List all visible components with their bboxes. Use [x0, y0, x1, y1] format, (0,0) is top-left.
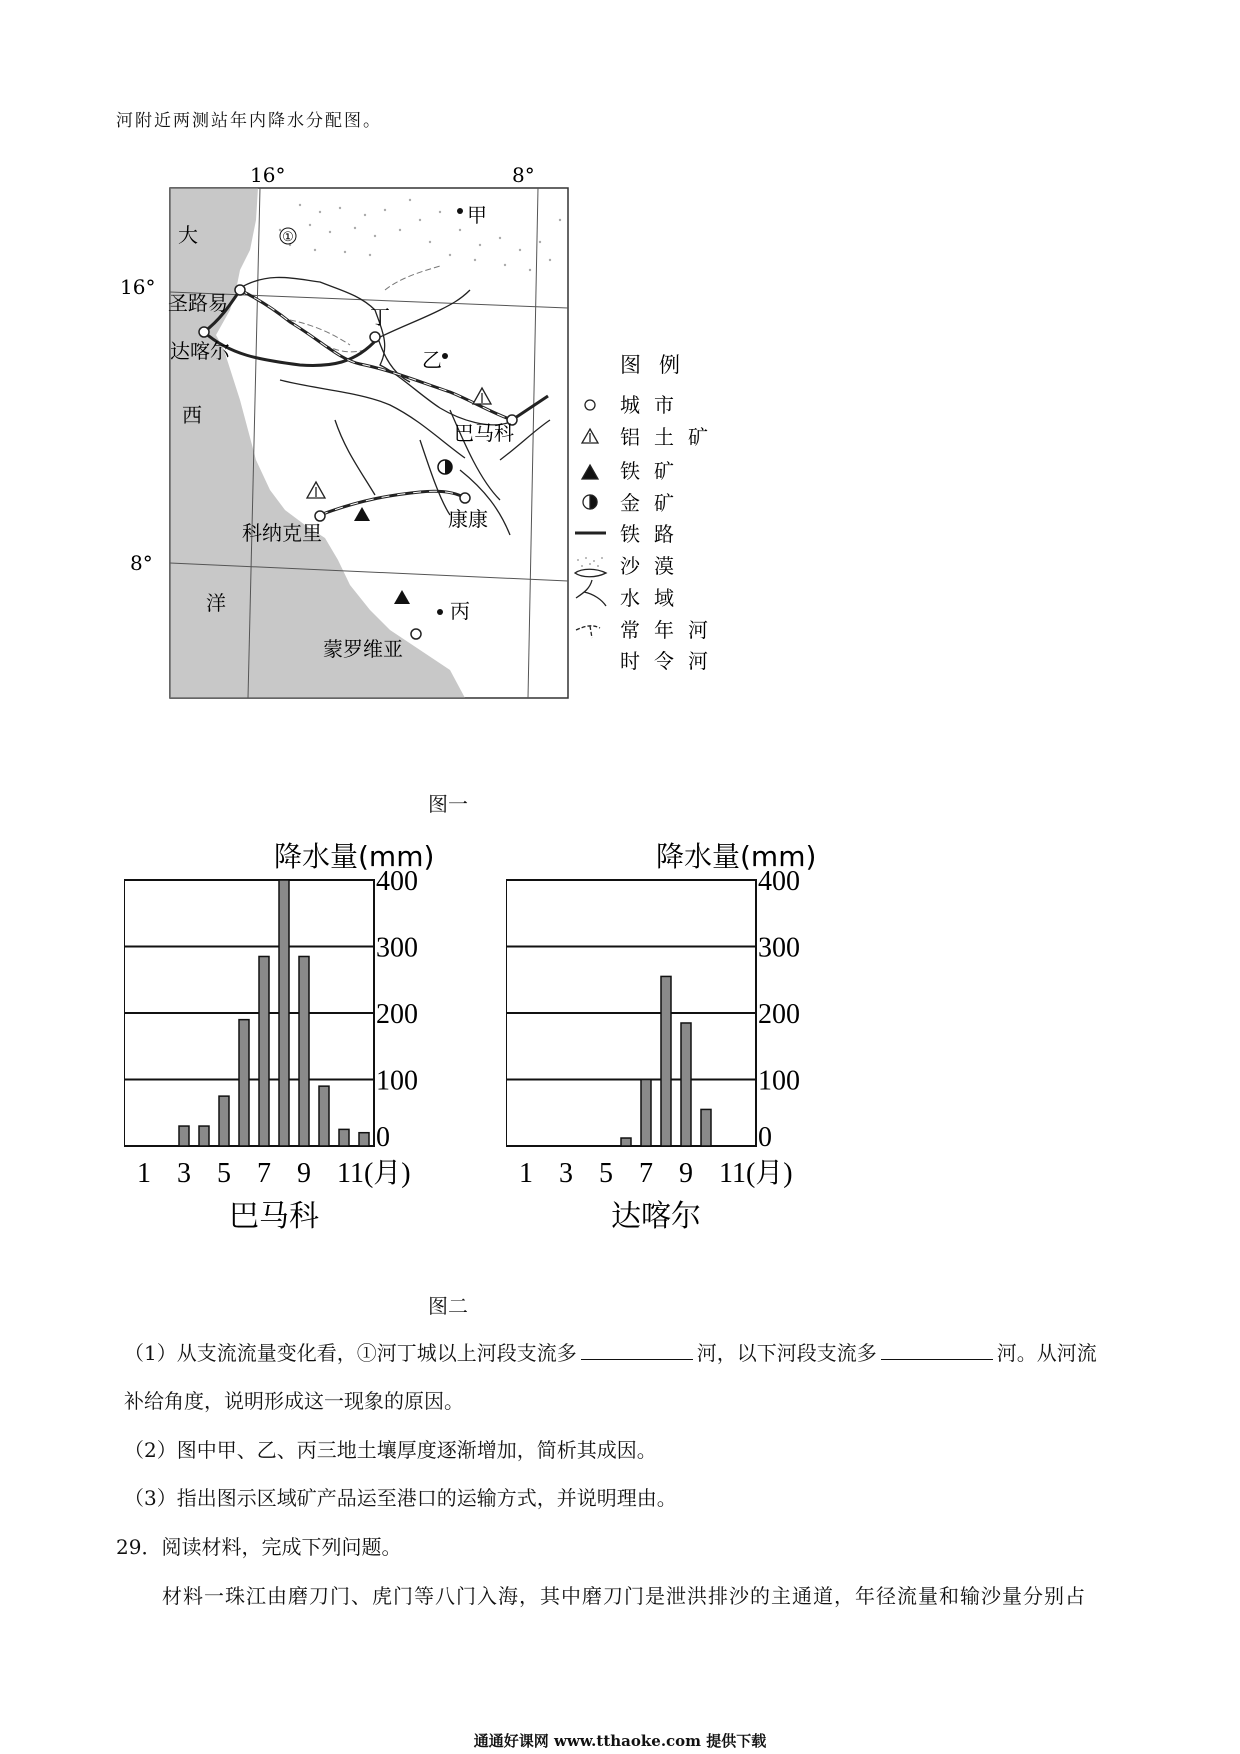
legend-perennial-river: 常年河: [620, 618, 722, 642]
label-saint-louis: 圣路易: [168, 291, 228, 315]
y-tick-label: 100: [376, 1065, 418, 1097]
chart-svg: [506, 836, 846, 1236]
y-tick-label: 400: [758, 866, 800, 897]
legend-city: 城市: [620, 393, 688, 417]
y-tick-label: 300: [376, 932, 418, 964]
bar-month-11: [339, 1129, 349, 1146]
bar-month-8: [661, 976, 671, 1146]
label-jia: 甲: [467, 203, 487, 227]
legend-railway: 铁路: [620, 522, 688, 546]
x-tick-label: 9: [679, 1158, 693, 1189]
label-kankan: 康康: [448, 507, 488, 531]
ocean-char-2: 西: [182, 403, 202, 427]
y-tick-label: 0: [376, 1122, 390, 1153]
figure2-caption: 图二: [428, 1294, 468, 1318]
lon-label-16: 16°: [250, 163, 286, 187]
station-name: 达喀尔: [611, 1199, 701, 1234]
lat-label-8: 8°: [130, 551, 153, 575]
x-tick-label: 5: [217, 1158, 231, 1189]
place-bing: [437, 609, 443, 615]
chart-dakar: [506, 836, 846, 1236]
bar-month-10: [319, 1086, 329, 1146]
bar-month-9: [299, 956, 309, 1146]
city-monrovia: [411, 629, 421, 639]
lon-label-8: 8°: [512, 163, 535, 187]
x-tick-label: 5: [599, 1158, 613, 1189]
bar-month-6: [239, 1020, 249, 1146]
x-tick-label: 11(月): [337, 1158, 411, 1189]
x-tick-label: 11(月): [719, 1158, 793, 1189]
x-tick-label: 9: [297, 1158, 311, 1189]
label-ding: 丁: [370, 305, 390, 329]
question-1-line2: 补给角度，说明形成这一现象的原因。: [124, 1389, 464, 1413]
map-figure: [120, 160, 780, 770]
y-tick-label: 200: [376, 999, 418, 1030]
river-marker-label: ①: [282, 229, 294, 244]
question-3: （3）指出图示区域矿产品运至港口的运输方式，并说明理由。: [124, 1486, 677, 1510]
chart-ylabel: 降水量(mm): [274, 840, 435, 873]
chart-svg: [124, 836, 464, 1236]
x-tick-label: 3: [559, 1158, 573, 1189]
city-ding: [370, 332, 380, 342]
figure1-caption: 图一: [428, 792, 468, 816]
answer-blank-2[interactable]: [881, 1339, 993, 1360]
place-jia: [457, 208, 463, 214]
legend-symbols: [575, 400, 606, 638]
station-name: 巴马科: [229, 1199, 319, 1234]
x-tick-label: 1: [519, 1158, 533, 1189]
question-1-part-a: （1）从支流流量变化看，①河丁城以上河段支流多: [124, 1341, 577, 1365]
x-tick-label: 7: [257, 1158, 271, 1189]
place-yi: [442, 353, 448, 359]
x-tick-label: 3: [177, 1158, 191, 1189]
intro-text: 河附近两测站年内降水分配图。: [116, 111, 382, 131]
question-1-part-b: 河，以下河段支流多: [696, 1341, 877, 1365]
city-kankan: [460, 493, 470, 503]
bar-month-7: [641, 1080, 651, 1147]
bar-month-3: [179, 1126, 189, 1146]
city-dakar: [199, 327, 209, 337]
material-1: 材料一珠江由磨刀门、虎门等八门入海，其中磨刀门是泄洪排沙的主通道，年径流量和输沙量分别占: [162, 1584, 1086, 1608]
label-monrovia: 蒙罗维亚: [323, 637, 403, 661]
city-conakry: [315, 511, 325, 521]
answer-blank-1[interactable]: [581, 1339, 693, 1360]
x-tick-label: 1: [137, 1158, 151, 1189]
bar-month-10: [701, 1109, 711, 1146]
label-yi: 乙: [422, 348, 442, 372]
ocean-char-3: 洋: [206, 591, 226, 615]
bar-month-6: [621, 1138, 631, 1146]
question-29: 29．阅读材料，完成下列问题。: [116, 1535, 402, 1559]
y-tick-label: 100: [758, 1065, 800, 1097]
chart-bamako: [124, 836, 464, 1236]
label-bamako: 巴马科: [454, 421, 514, 445]
question-1-part-c: 河。从河流: [996, 1341, 1097, 1365]
bar-month-4: [199, 1126, 209, 1146]
y-tick-label: 200: [758, 999, 800, 1030]
legend-title: 图例: [620, 353, 698, 377]
legend-seasonal-river: 时令河: [620, 649, 722, 673]
label-dakar: 达喀尔: [170, 339, 230, 363]
ocean-char-1: 大: [178, 223, 198, 247]
y-tick-label: 300: [758, 932, 800, 964]
legend-water: 水域: [620, 586, 688, 610]
legend-desert-dots: [577, 557, 603, 567]
footer: 通通好课网 www.tthaoke.com 提供下载: [473, 1732, 767, 1750]
label-bing: 丙: [450, 599, 470, 623]
legend-iron: 铁矿: [620, 459, 688, 483]
bar-month-8: [279, 880, 289, 1146]
chart-ylabel: 降水量(mm): [656, 840, 817, 873]
y-tick-label: 0: [758, 1122, 772, 1153]
label-conakry: 科纳克里: [242, 521, 322, 545]
legend-bauxite: 铝土矿: [620, 425, 722, 449]
legend-desert: 沙漠: [620, 554, 688, 578]
gold-marker: [438, 460, 452, 474]
legend-gold: 金矿: [620, 491, 688, 515]
lat-label-16: 16°: [120, 275, 156, 299]
bar-month-12: [359, 1133, 369, 1146]
bar-month-9: [681, 1023, 691, 1146]
question-1: [124, 1337, 1097, 1366]
y-tick-label: 400: [376, 866, 418, 897]
bar-month-5: [219, 1096, 229, 1146]
question-2: （2）图中甲、乙、丙三地土壤厚度逐渐增加，简析其成因。: [124, 1438, 657, 1462]
x-tick-label: 7: [639, 1158, 653, 1189]
bar-month-7: [259, 956, 269, 1146]
city-saint-louis: [235, 285, 245, 295]
